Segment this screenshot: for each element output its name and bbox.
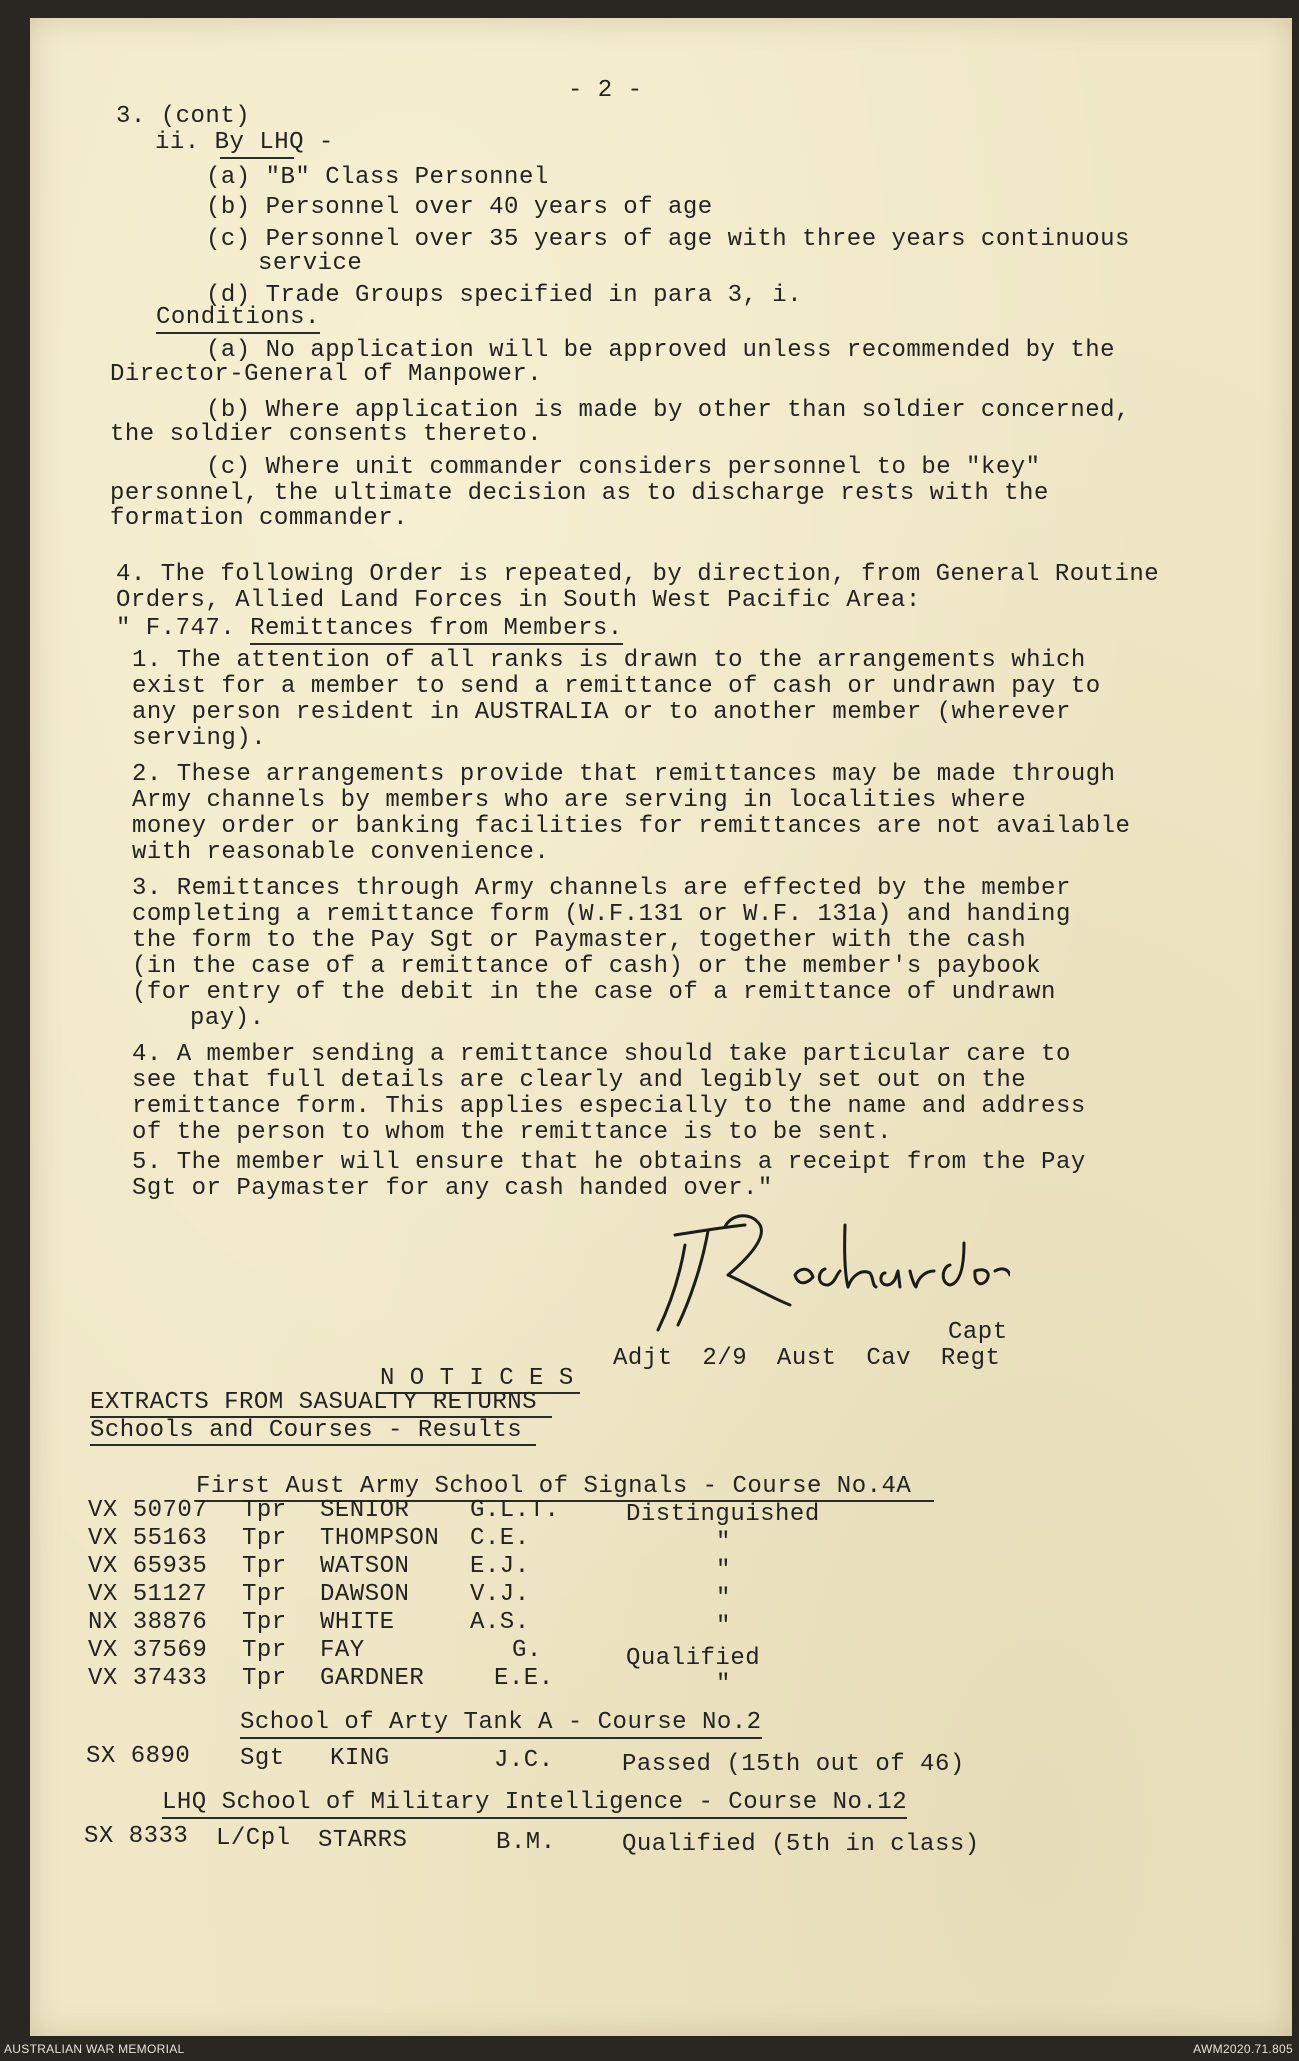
rank: L/Cpl [216, 1825, 291, 1852]
surname: DAWSON [320, 1581, 410, 1608]
result: Qualified (5th in class) [622, 1831, 980, 1858]
para-line: money order or banking facilities for remittances are not available [132, 813, 1131, 840]
para-line: 5. The member will ensure that he obtains a receipt from the Pay [132, 1149, 1086, 1176]
para-line: Sgt or Paymaster for any cash handed over." [132, 1175, 773, 1202]
handwritten-signature [630, 1205, 1010, 1335]
condition-b-cont: the soldier consents thereto. [110, 421, 543, 448]
section3-item-d: (d) Trade Groups specified in para 3, i. [206, 282, 803, 309]
rank: Tpr [242, 1525, 287, 1552]
initials: G. [512, 1637, 542, 1664]
surname: STARRS [318, 1827, 408, 1854]
surname: WHITE [320, 1609, 395, 1636]
sub-ii-text: ii. By LHQ - [155, 129, 334, 156]
course-title: First Aust Army School of Signals - Course No.4A [196, 1473, 912, 1500]
surname: THOMPSON [320, 1525, 440, 1552]
section4-line2: Orders, Allied Land Forces in South West Pacific Area: [116, 587, 921, 614]
sub-ii-underline [220, 157, 294, 159]
archive-reference: AWM2020.71.805 [1193, 2042, 1293, 2056]
result: " [716, 1557, 731, 1584]
rank: Tpr [242, 1609, 287, 1636]
para-line: any person resident in AUSTRALIA or to another member (wherever [132, 699, 1071, 726]
surname: WATSON [320, 1553, 410, 1580]
para-line: completing a remittance form (W.F.131 or W.F. 131a) and handing [132, 901, 1071, 928]
surname: KING [330, 1745, 390, 1772]
para-line: of the person to whom the remittance is to be sent. [132, 1119, 893, 1146]
service-number: VX 50707 [88, 1497, 208, 1524]
surname: FAY [320, 1637, 365, 1664]
result: Passed (15th out of 46) [622, 1751, 965, 1778]
para-line: Army channels by members who are serving in localities where [132, 787, 1027, 814]
section3-heading: 3. (cont) [116, 103, 251, 130]
archive-credit: AUSTRALIAN WAR MEMORIAL [4, 2042, 185, 2056]
rank: Tpr [242, 1637, 287, 1664]
para-line: with reasonable convenience. [132, 839, 550, 866]
service-number: NX 38876 [88, 1609, 208, 1636]
section3-sub-ii [155, 130, 334, 156]
initials: E.J. [470, 1553, 530, 1580]
service-number: VX 65935 [88, 1553, 208, 1580]
para-line: exist for a member to send a remittance of cash or undrawn pay to [132, 673, 1101, 700]
result: Qualified [626, 1645, 761, 1672]
para-line: serving). [132, 725, 267, 752]
para-line: remittance form. This applies especially to the name and address [132, 1093, 1086, 1120]
initials: B.M. [496, 1829, 556, 1856]
notices-sub2: Schools and Courses - Results [90, 1417, 523, 1444]
service-number: VX 37569 [88, 1637, 208, 1664]
initials: A.S. [470, 1609, 530, 1636]
section3-item-c-cont: service [258, 250, 363, 277]
order-ref: " F.747. [116, 615, 236, 642]
para-line: pay). [190, 1005, 265, 1032]
course-underline [196, 1500, 934, 1502]
course-title: School of Arty Tank A - Course No.2 [240, 1710, 762, 1739]
para-line: see that full details are clearly and legibly set out on the [132, 1067, 1027, 1094]
condition-c-cont2: formation commander. [110, 505, 409, 532]
initials: C.E. [470, 1525, 530, 1552]
rank: Tpr [242, 1497, 287, 1524]
sub2-underline [90, 1444, 536, 1446]
condition-a-cont: Director-General of Manpower. [110, 361, 543, 388]
initials: V.J. [470, 1581, 530, 1608]
result: " [716, 1613, 731, 1640]
service-number: SX 6890 [86, 1743, 191, 1770]
signature-appointment: Adjt 2/9 Aust Cav Regt [613, 1345, 1001, 1372]
page-number: - 2 - [568, 77, 643, 104]
result: " [716, 1585, 731, 1612]
condition-a: (a) No application will be approved unless recommended by the [206, 337, 1116, 364]
order-heading [116, 616, 623, 642]
para-line: 2. These arrangements provide that remittances may be made through [132, 761, 1116, 788]
initials: G.L.T. [470, 1497, 560, 1524]
section3-item-a: (a) "B" Class Personnel [206, 164, 549, 191]
rank: Sgt [240, 1745, 285, 1772]
signature-rank: Capt [948, 1319, 1008, 1346]
service-number: VX 55163 [88, 1525, 208, 1552]
condition-b: (b) Where application is made by other than soldier concerned, [206, 397, 1130, 424]
rank: Tpr [242, 1581, 287, 1608]
service-number: VX 37433 [88, 1665, 208, 1692]
para-line: the form to the Pay Sgt or Paymaster, together with the cash [132, 927, 1027, 954]
result: " [716, 1529, 731, 1556]
conditions-heading: Conditions. [156, 305, 320, 334]
initials: J.C. [494, 1747, 554, 1774]
course-title: LHQ School of Military Intelligence - Course No.12 [162, 1790, 907, 1819]
para-line: 3. Remittances through Army channels are effected by the member [132, 875, 1071, 902]
notices-sub1: EXTRACTS FROM SASUALTY RETURNS [90, 1389, 538, 1416]
service-number: SX 8333 [84, 1823, 189, 1850]
rank: Tpr [242, 1553, 287, 1580]
para-line: (for entry of the debit in the case of a remittance of undrawn [132, 979, 1056, 1006]
signature-text: Richardson [630, 1205, 637, 1206]
order-title: Remittances from Members. [250, 615, 623, 645]
section4-line1: 4. The following Order is repeated, by direction, from General Routine [116, 561, 1160, 588]
surname: GARDNER [320, 1665, 425, 1692]
para-line: 1. The attention of all ranks is drawn to the arrangements which [132, 647, 1086, 674]
section3-item-b: (b) Personnel over 40 years of age [206, 194, 713, 221]
initials: E.E. [494, 1665, 554, 1692]
para-line: (in the case of a remittance of cash) or the member's paybook [132, 953, 1042, 980]
rank: Tpr [242, 1665, 287, 1692]
section3-item-c: (c) Personnel over 35 years of age with three years continuous [206, 226, 1130, 253]
notices-heading: N O T I C E S [380, 1365, 574, 1392]
result: " [716, 1671, 731, 1698]
para-line: 4. A member sending a remittance should take particular care to [132, 1041, 1071, 1068]
result: Distinguished [626, 1501, 820, 1528]
service-number: VX 51127 [88, 1581, 208, 1608]
condition-c-cont: personnel, the ultimate decision as to discharge rests with the [110, 480, 1049, 507]
condition-c: (c) Where unit commander considers personnel to be "key" [206, 454, 1041, 481]
surname: SENIOR [320, 1497, 410, 1524]
